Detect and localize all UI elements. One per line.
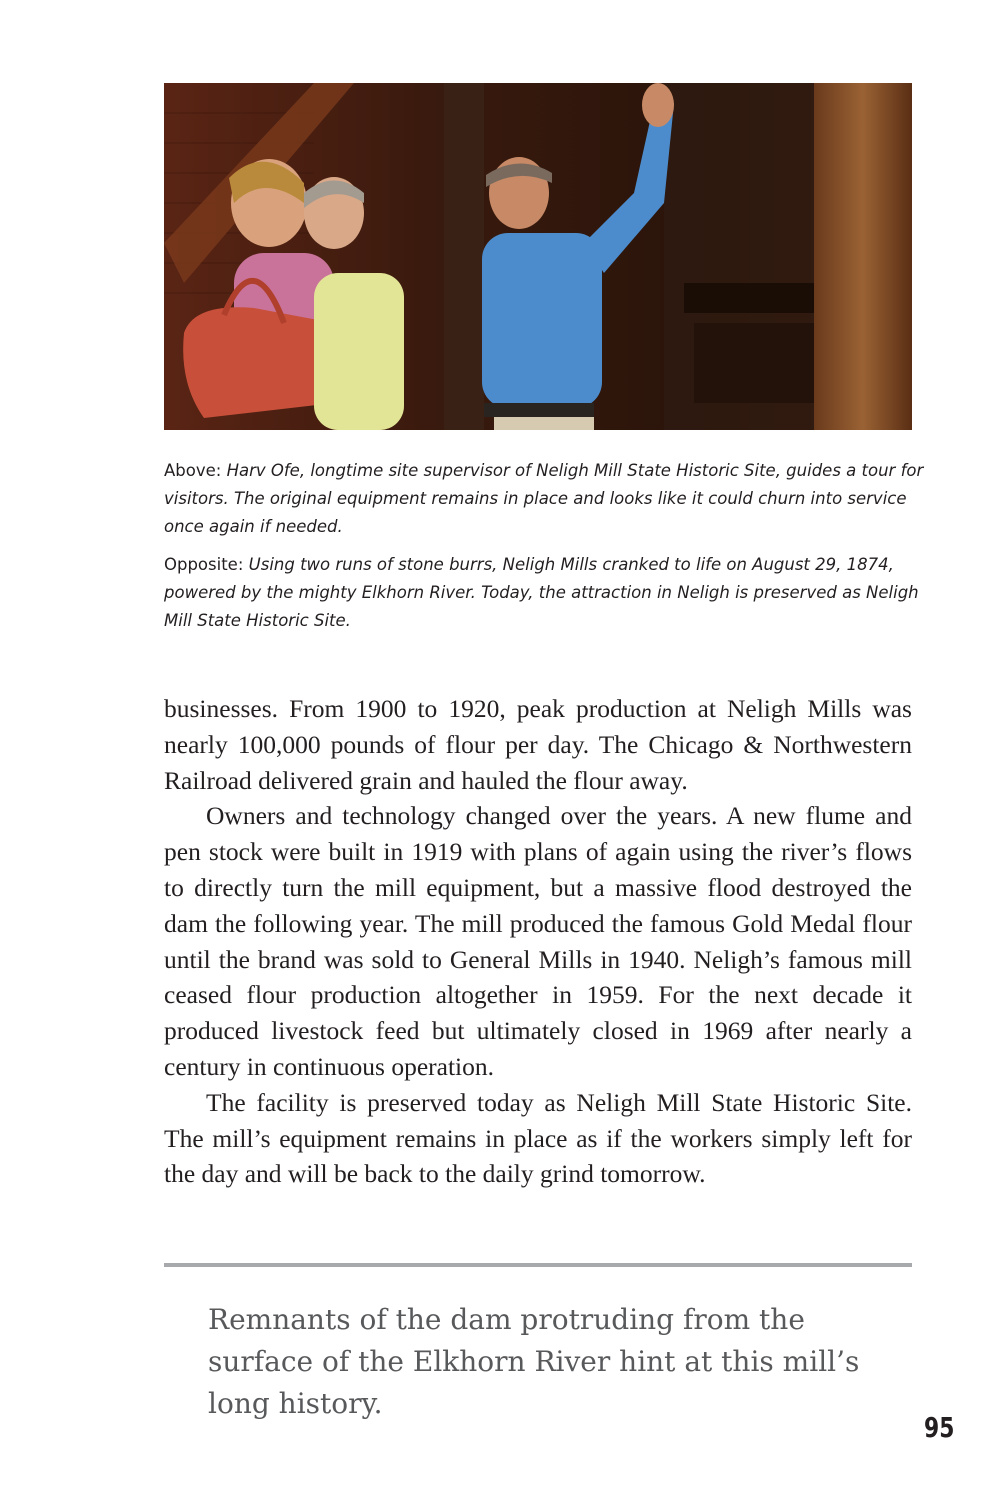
caption-text: Harv Ofe, longtime site supervisor of Neligh Mill State Historic Site, guides a tour for visitors. The original equipment remains in place and looks like it could churn into service once again if needed.	[164, 461, 924, 536]
tour-photo	[164, 83, 912, 430]
body-paragraph: The facility is preserved today as Neligh Mill State Historic Site. The mill’s equipment remains in place as if the workers simply left for the day and will be back to the daily grind tomorrow.	[164, 1087, 912, 1189]
caption-text: Using two runs of stone burrs, Neligh Mills cranked to life on August 29, 1874, powered by the mighty Elkhorn River. Today, the attraction in Neligh is preserved as Neligh Mill State Historic Site.	[164, 555, 919, 630]
pull-caption: Remnants of the dam protruding from the surface of the Elkhorn River hint at this mill’s long history.	[208, 1303, 860, 1420]
page-number: 95	[924, 1411, 955, 1444]
photo-caption-above	[164, 457, 924, 541]
caption-label: Above:	[164, 461, 227, 480]
photo-caption-opposite	[164, 551, 924, 635]
body-text	[164, 691, 912, 1192]
caption-label: Opposite:	[164, 555, 249, 574]
body-paragraph: Owners and technology changed over the years. A new flume and pen stock were built in 1919 with plans of again using the river’s flows to directly turn the mill equipment, but a massive flood destroyed the dam the following year. The mill produced the famous Gold Medal flour until the brand was sold to General Mills in 1940. Neligh’s famous mill ceased flour production altogether in 1959. For the next decade it produced livestock feed but ultimately closed in 1969 after nearly a century in continuous operation.	[164, 801, 912, 1081]
section-divider	[164, 1263, 912, 1267]
body-paragraph: businesses. From 1900 to 1920, peak production at Neligh Mills was nearly 100,000 pounds of flour per day. The Chicago & Northwestern Railroad delivered grain and hauled the flour away.	[164, 694, 912, 795]
